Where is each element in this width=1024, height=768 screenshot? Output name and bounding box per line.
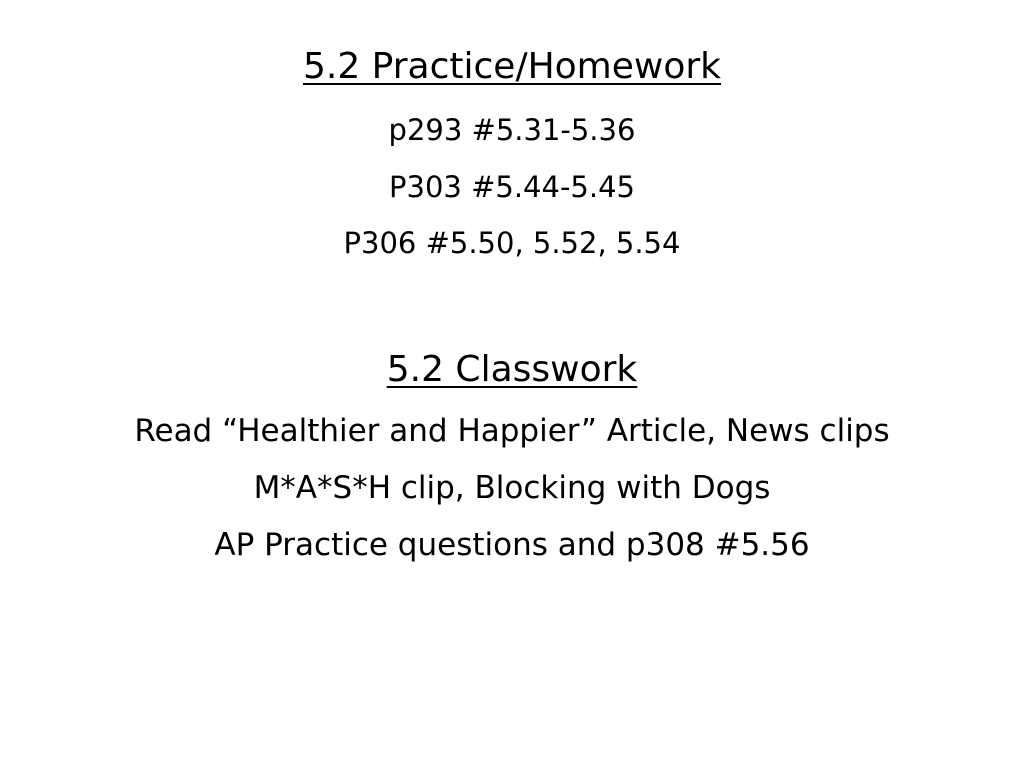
- classwork-item: M*A*S*H clip, Blocking with Dogs: [253, 470, 771, 506]
- classwork-heading: 5.2 Classwork: [386, 349, 638, 390]
- classwork-item: Read “Healthier and Happier” Article, News clips: [134, 413, 890, 449]
- homework-item: p293 #5.31-5.36: [388, 113, 636, 147]
- classwork-item: AP Practice questions and p308 #5.56: [214, 527, 810, 563]
- homework-heading: 5.2 Practice/Homework: [302, 46, 722, 87]
- homework-item: P306 #5.50, 5.52, 5.54: [343, 226, 681, 260]
- homework-item: P303 #5.44-5.45: [389, 170, 635, 204]
